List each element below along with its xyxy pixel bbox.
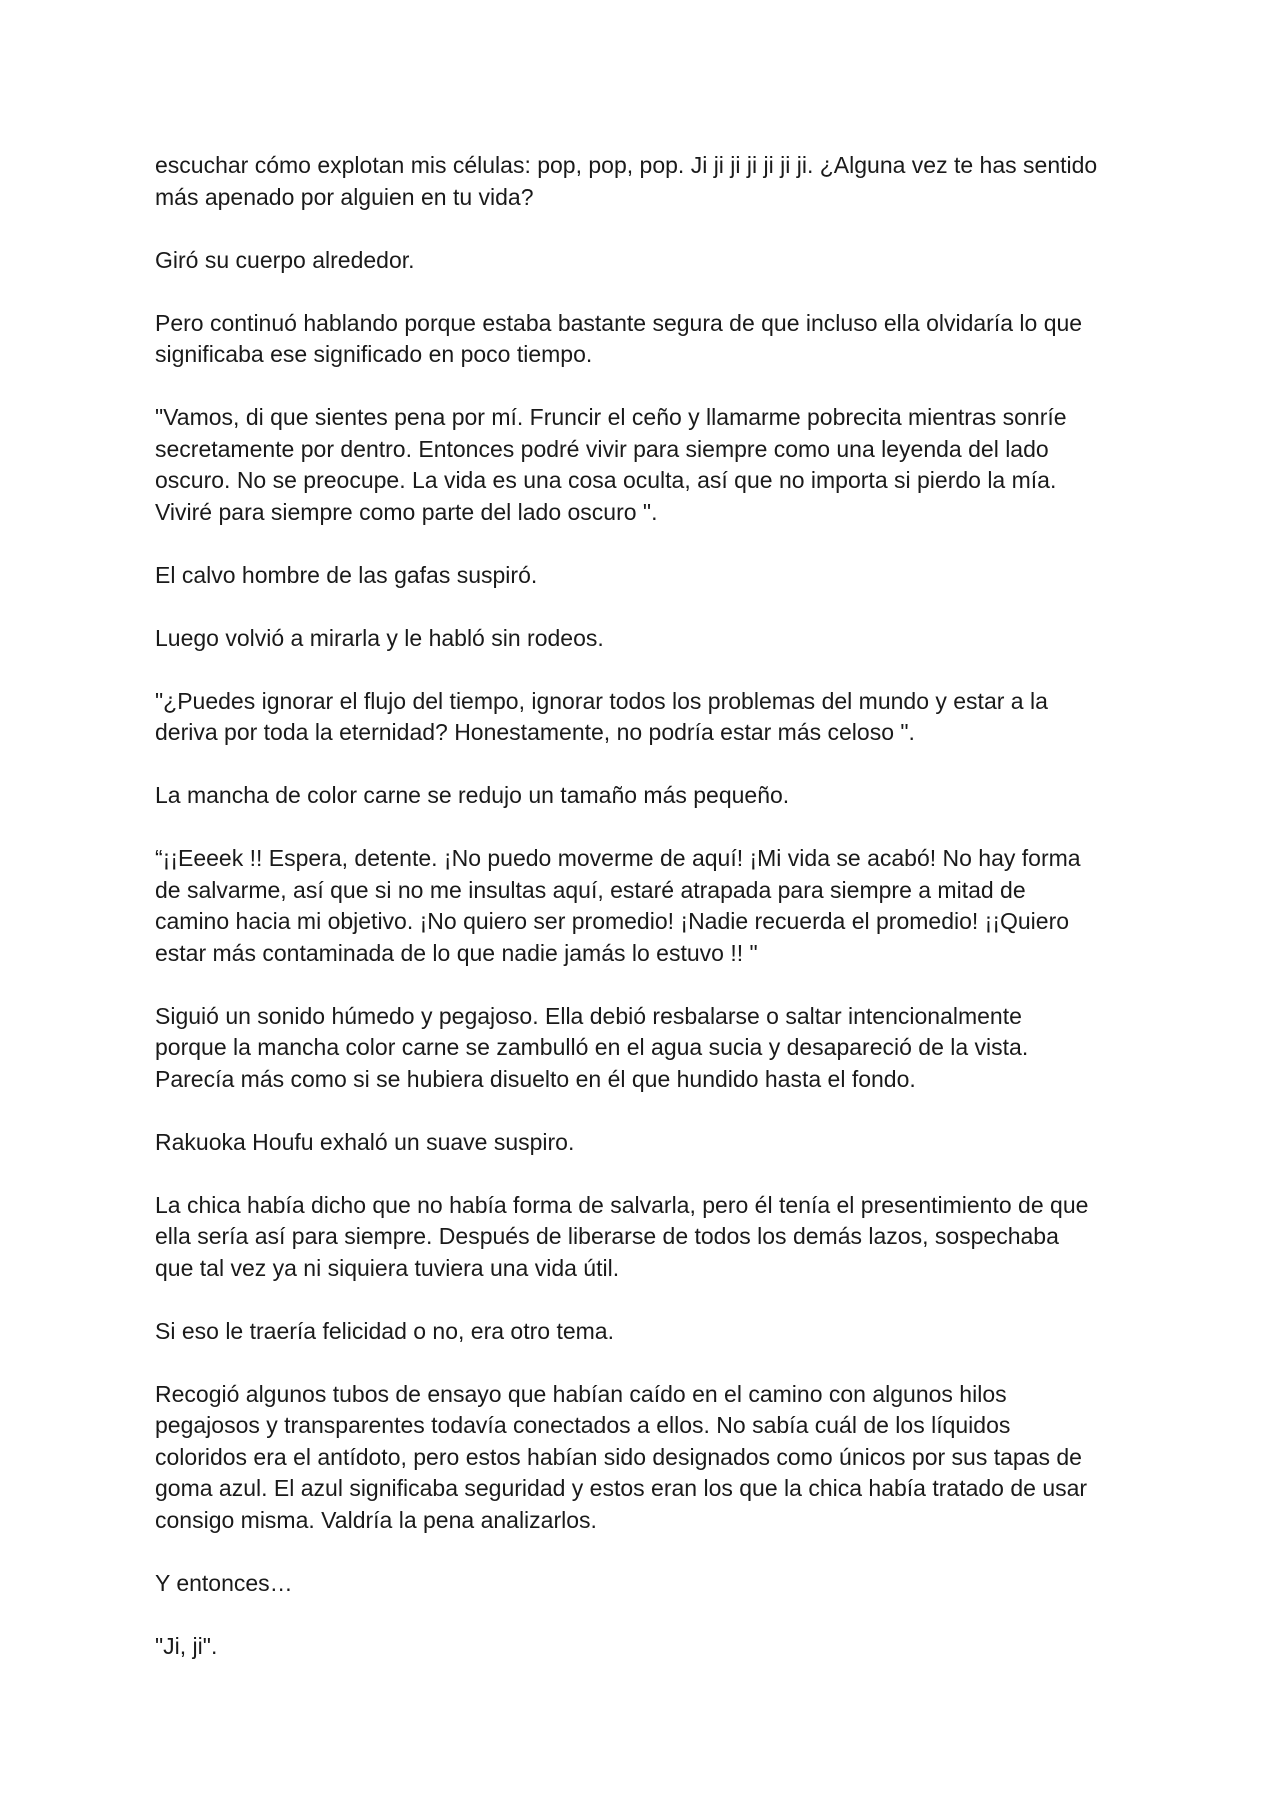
paragraph: La chica había dicho que no había forma de salvarla, pero él tenía el presentimiento de que ella sería así para siempre. Después de liberarse de todos los demás lazos, sospechaba que tal vez ya ni siquiera tuviera una vida útil. [155, 1191, 1089, 1281]
paragraph: Rakuoka Houfu exhaló un suave suspiro. [155, 1128, 575, 1155]
paragraph: “¡¡Eeeek !! Espera, detente. ¡No puedo moverme de aquí! ¡Mi vida se acabó! No hay forma de salvarme, así que si no me insultas aquí, estaré atrapada para siempre a mitad de camino hacia mi objetivo. ¡No quiero ser promedio! ¡Nadie recuerda el promedio! ¡¡Quiero estar más contaminada de lo que nadie jamás lo estuvo !! " [155, 845, 1081, 966]
paragraph: Recogió algunos tubos de ensayo que habían caído en el camino con algunos hilos pegajosos y transparentes todavía conectados a ellos. No sabía cuál de los líquidos coloridos era el antídoto, pero estos habían sido designados como únicos por sus tapas de goma azul. El azul significaba seguridad y estos eran los que la chica había tratado de usar consigo misma. Valdría la pena analizarlos. [155, 1380, 1088, 1533]
paragraph: La mancha de color carne se redujo un tamaño más pequeño. [155, 782, 790, 808]
paragraph: Y entonces… [155, 1569, 293, 1596]
paragraph: Giró su cuerpo alrededor. [155, 246, 415, 273]
paragraph: "¿Puedes ignorar el flujo del tiempo, ignorar todos los problemas del mundo y estar a la deriva por toda la eternidad? Honestamente, no podría estar más celoso ". [155, 687, 1048, 745]
document-page [155, 150, 1145, 1694]
paragraph: escuchar cómo explotan mis células: pop, pop, pop. Ji ji ji ji ji ji ji. ¿Alguna vez te has sentido más apenado por alguien en tu vida? [155, 152, 1098, 210]
paragraph: "Ji, ji". [155, 1632, 218, 1659]
paragraph: Si eso le traería felicidad o no, era otro tema. [155, 1317, 614, 1344]
paragraph: Siguió un sonido húmedo y pegajoso. Ella debió resbalarse o saltar intencionalmente porque la mancha color carne se zambulló en el agua sucia y desapareció de la vista. Parecía más como si se hubiera disuelto en él que hundido hasta el fondo. [155, 1002, 1029, 1092]
paragraph: El calvo hombre de las gafas suspiró. [155, 561, 538, 588]
paragraph: "Vamos, di que sientes pena por mí. Fruncir el ceño y llamarme pobrecita mientras sonríe secretamente por dentro. Entonces podré vivir para siempre como una leyenda del lado oscuro. No se preocupe. La vida es una cosa oculta, así que no importa si pierdo la mía. Viviré para siempre como parte del lado oscuro ". [155, 404, 1067, 525]
paragraph: Luego volvió a mirarla y le habló sin rodeos. [155, 624, 604, 651]
paragraph: Pero continuó hablando porque estaba bastante segura de que incluso ella olvidaría lo que significaba ese significado en poco tiempo. [155, 309, 1083, 367]
